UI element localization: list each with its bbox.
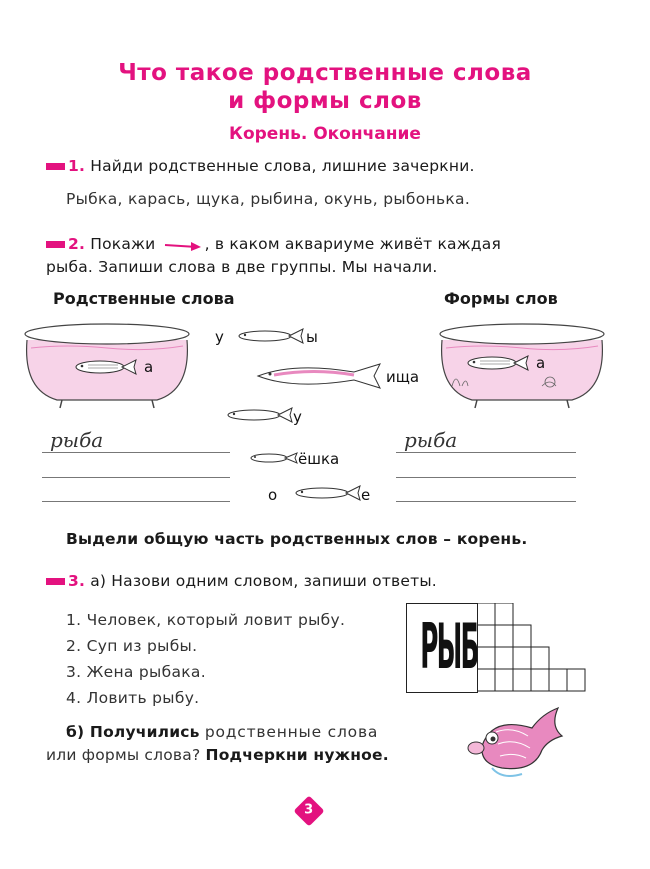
task3-item: 1. Человек, который ловит рыбу. xyxy=(66,611,346,629)
task3-item: 3. Жена рыбака. xyxy=(66,663,206,681)
task2-heading xyxy=(46,235,501,253)
small-fish-icon xyxy=(245,450,299,466)
word-forms-header: Формы слов xyxy=(444,289,558,308)
fish-suffix: е xyxy=(361,486,371,504)
task2-text-end: , в каком аквариуме живёт каждая xyxy=(204,235,502,253)
fish-prefix: у xyxy=(215,328,224,346)
page-number: 3 xyxy=(304,802,314,818)
big-fish-icon xyxy=(254,360,384,390)
fish-icon xyxy=(288,483,362,503)
task3-heading xyxy=(46,572,437,590)
grid-prefix-box xyxy=(406,603,478,693)
page-title-line2: и формы слов xyxy=(228,88,422,114)
arrow-icon xyxy=(163,239,203,251)
task3-part-b-line2 xyxy=(46,746,389,764)
writing-line[interactable] xyxy=(42,477,230,478)
task2-text-start: Покажи xyxy=(90,235,156,253)
task3-part-b-line1 xyxy=(66,723,378,741)
page-number-badge xyxy=(293,795,324,826)
right-fish-suffix: а xyxy=(536,354,546,372)
fish-suffix: ы xyxy=(306,328,318,346)
task-marker-icon xyxy=(46,163,65,170)
task3-item: 2. Суп из рыбы. xyxy=(66,637,198,655)
task3-number: 3. xyxy=(68,572,86,590)
fish-icon xyxy=(460,352,530,374)
writing-line[interactable] xyxy=(396,501,576,502)
left-fish-suffix: а xyxy=(144,358,154,376)
fish-icon xyxy=(220,405,294,425)
option-related-words[interactable]: родственные слова xyxy=(204,723,379,741)
fish-prefix: о xyxy=(268,486,278,504)
fish-icon xyxy=(231,326,305,346)
task3-item: 4. Ловить рыбу. xyxy=(66,689,200,707)
part-b-bold: б) Получились xyxy=(66,723,200,741)
part-b-instruction: Подчеркни нужное. xyxy=(205,746,389,764)
task1-number: 1. xyxy=(68,157,86,175)
task1-heading xyxy=(46,157,475,175)
writing-line[interactable] xyxy=(396,452,576,453)
page-title: Что такое родственные слова xyxy=(118,60,532,86)
page-subtitle: Корень. Окончание xyxy=(229,124,421,144)
task-marker-icon xyxy=(46,241,65,248)
fish-suffix: ища xyxy=(386,368,420,386)
root-note: Выдели общую часть родственных слов – корень. xyxy=(66,530,528,548)
writing-line[interactable] xyxy=(42,501,230,502)
task1-words: Рыбка, карась, щука, рыбина, окунь, рыбонька. xyxy=(66,190,471,208)
fish-suffix: у xyxy=(293,408,302,426)
handwritten-word-left: рыба xyxy=(50,428,104,452)
writing-line[interactable] xyxy=(396,477,576,478)
option-word-forms[interactable]: или формы слова? xyxy=(46,746,201,764)
related-words-header: Родственные слова xyxy=(53,289,235,308)
handwritten-word-right: рыба xyxy=(404,428,458,452)
task2-number: 2. xyxy=(68,235,86,253)
writing-line[interactable] xyxy=(42,452,230,453)
fish-icon xyxy=(68,356,138,378)
task1-text: Найди родственные слова, лишние зачеркни. xyxy=(90,157,475,175)
crossword-grid[interactable] xyxy=(477,603,593,695)
fish-suffix: ёшка xyxy=(298,450,340,468)
grid-prefix-text: РЫБ xyxy=(420,612,478,684)
task-marker-icon xyxy=(46,578,65,585)
cartoon-fish-icon xyxy=(462,706,572,784)
task3-part-a: а) Назови одним словом, запиши ответы. xyxy=(90,572,437,590)
task2-line2: рыба. Запиши слова в две группы. Мы начали. xyxy=(46,258,438,276)
